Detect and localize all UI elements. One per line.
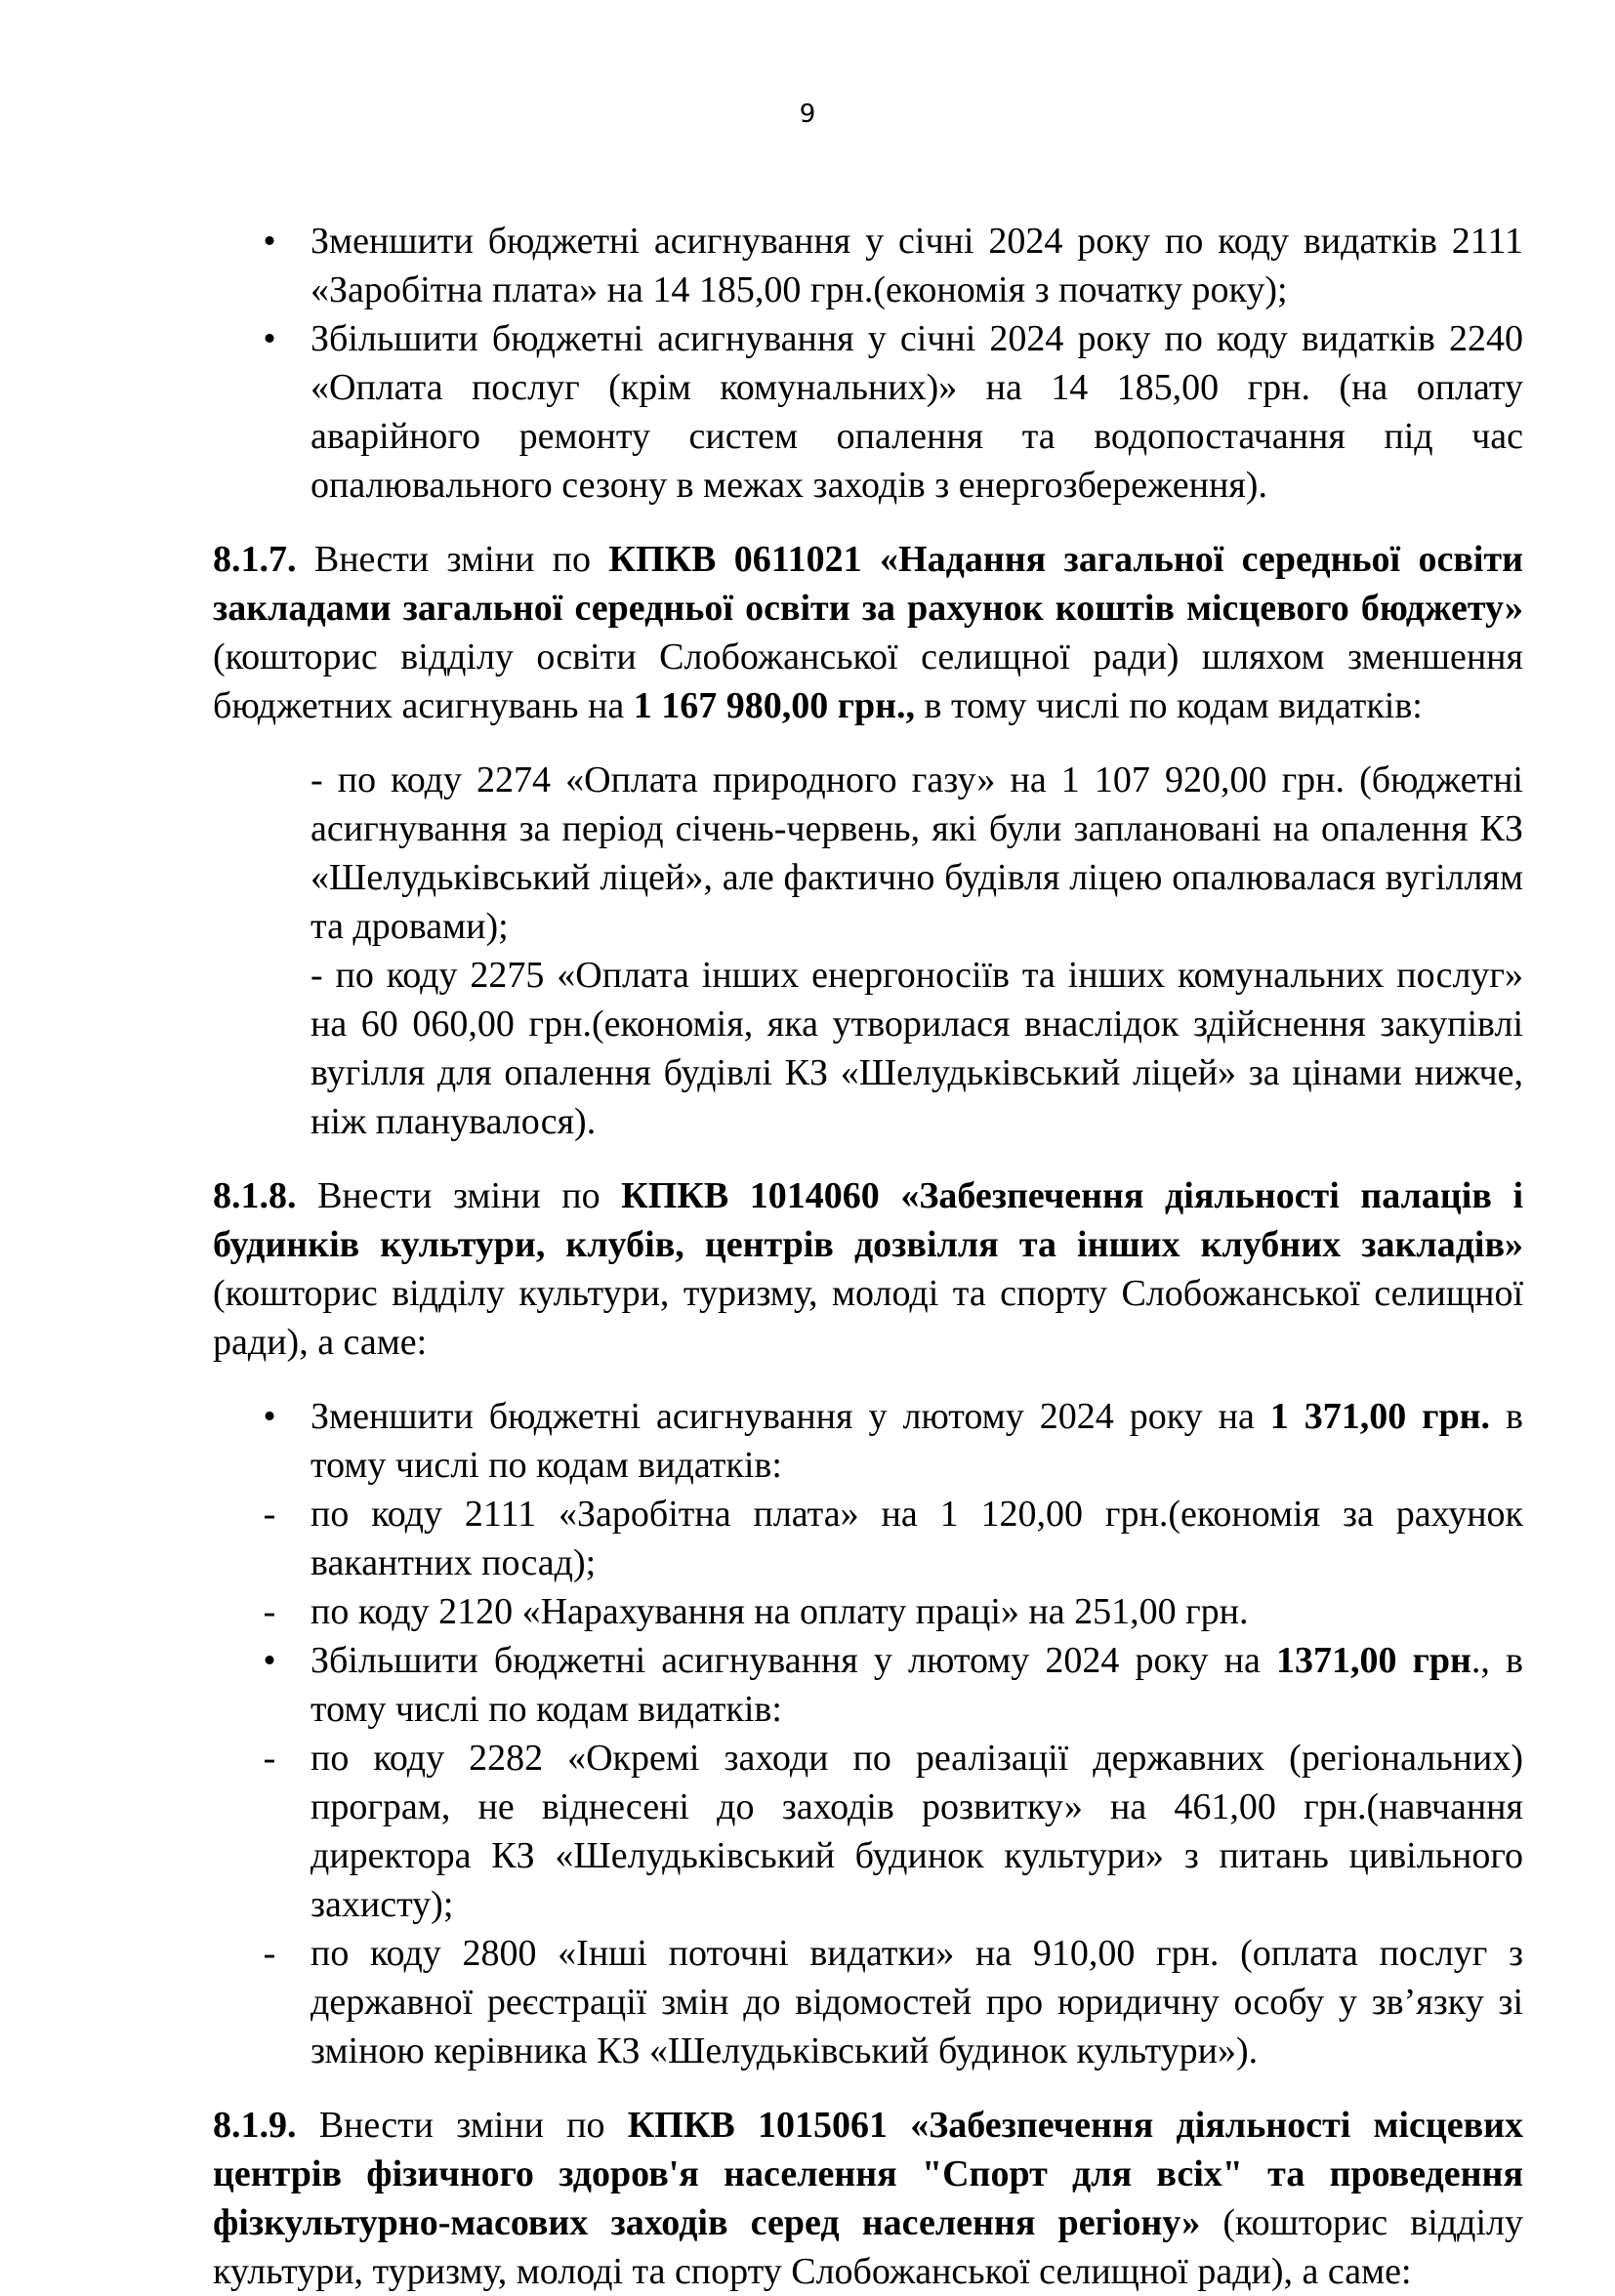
section-text: (кошторис відділу культури, туризму, молоді та спорту Слобожанської селищної ради), а саме: <box>213 1273 1523 1363</box>
list-item <box>213 314 1523 510</box>
kpkv-title: КПКВ 0611021 «Надання загальної середньої освіти закладами загальної середньої освіти за рахунок коштів місцевого бюджету» <box>213 539 1523 629</box>
section-number: 8.1.9. <box>213 2105 297 2146</box>
list-item-text: ., в тому числі по кодам видатків: <box>311 1640 1523 1730</box>
section-8-1-7 <box>213 535 1523 730</box>
list-item-text: по коду 2111 «Заробітна плата» на 1 120,00 грн.(економія за рахунок вакантних посад); <box>311 1494 1523 1583</box>
dash-icon: - <box>263 1933 276 1974</box>
section-text: Внести зміни по <box>296 1175 622 1216</box>
list-item <box>213 217 1523 314</box>
bullet-icon: • <box>263 221 276 262</box>
list-item-text: Зменшити бюджетні асигнування у лютому 2024 року на <box>311 1396 1270 1437</box>
amount: 1 371,00 грн. <box>1269 1396 1491 1437</box>
list-item <box>213 1587 1523 1636</box>
list-item-text: Збільшити бюджетні асигнування у лютому 2024 року на <box>311 1640 1276 1681</box>
list-item-text: Збільшити бюджетні асигнування у січні 2024 року по коду видатків 2240 «Оплата послуг (крім комунальних)» на 14 185,00 грн. (на оплату аварійного ремонту систем опалення та водопостачання під час опалювального сезону в межах заходів з енергозбереження). <box>311 318 1523 506</box>
section-number: 8.1.7. <box>213 539 297 580</box>
section-8-1-8 <box>213 1171 1523 1367</box>
kpkv-title: КПКВ 1015061 «Забезпечення діяльності місцевих центрів фізичного здоров'я населення "Спорт для всіх" та проведення фізкультурно-масових заходів серед населення регіону» <box>213 2105 1523 2243</box>
dash-icon: - <box>263 1591 276 1632</box>
list-item-text: по коду 2800 «Інші поточні видатки» на 910,00 грн. (оплата послуг з державної реєстрації змін до відомостей про юридичну особу у зв’язку зі зміною керівника КЗ «Шелудьківський будинок культури»). <box>311 1933 1523 2071</box>
section-text: Внести зміни по <box>296 539 609 580</box>
bullet-icon: • <box>263 1396 276 1437</box>
list-item <box>213 1929 1523 2075</box>
list-item-text: в тому числі по кодам видатків: <box>311 1396 1523 1486</box>
section-text: в тому числі по кодам видатків: <box>915 685 1423 726</box>
dash-icon: - <box>263 1494 276 1535</box>
section-number: 8.1.8. <box>213 1175 297 1216</box>
document-body <box>213 217 1523 2296</box>
list-item <box>213 1392 1523 1490</box>
list-item <box>213 1490 1523 1587</box>
section-text: (кошторис відділу культури, туризму, молоді та спорту Слобожанської селищної ради), а саме: <box>213 2202 1524 2292</box>
expense-code-item: - по коду 2274 «Оплата природного газу» на 1 107 920,00 грн. (бюджетні асигнування за період січень-червень, які були заплановані на опалення КЗ «Шелудьківський ліцей», але фактично будівля ліцею опалювалася вугіллям та дровами); <box>311 759 1523 947</box>
page-number: 9 <box>799 100 816 129</box>
bullet-icon: • <box>263 1640 276 1681</box>
list-item-text: по коду 2120 «Нарахування на оплату праці» на 251,00 грн. <box>311 1591 1249 1632</box>
expense-code-item: - по коду 2275 «Оплата інших енергоносіїв та інших комунальних послуг» на 60 060,00 грн.(економія, яка утворилася внаслідок здійснення закупівлі вугілля для опалення будівлі КЗ «Шелудьківський ліцей» за цінами нижче, ніж планувалося). <box>311 955 1523 1142</box>
dash-icon: - <box>263 1738 276 1779</box>
list-item-text: по коду 2282 «Окремі заходи по реалізації державних (регіональних) програм, не віднесені до заходів розвитку» на 461,00 грн.(навчання директора КЗ «Шелудьківський будинок культури» з питань цивільного захисту); <box>311 1738 1523 1925</box>
kpkv-title: КПКВ 1014060 «Забезпечення діяльності палаців і будинків культури, клубів, центрів дозвілля та інших клубних закладів» <box>213 1175 1523 1265</box>
section-text: (кошторис відділу освіти Слобожанської селищної ради) шляхом зменшення бюджетних асигнувань на <box>213 636 1523 726</box>
section-text: Внести зміни по <box>296 2105 628 2146</box>
list-item <box>213 1734 1523 1929</box>
amount: 1 167 980,00 грн., <box>633 685 915 726</box>
amount: 1371,00 грн <box>1275 1640 1471 1681</box>
list-item-text: Зменшити бюджетні асигнування у січні 2024 року по коду видатків 2111 «Заробітна плата» на 14 185,00 грн.(економія з початку року); <box>311 221 1523 310</box>
section-8-1-9 <box>213 2101 1523 2296</box>
list-item <box>213 1636 1523 1734</box>
bullet-icon: • <box>263 318 276 359</box>
